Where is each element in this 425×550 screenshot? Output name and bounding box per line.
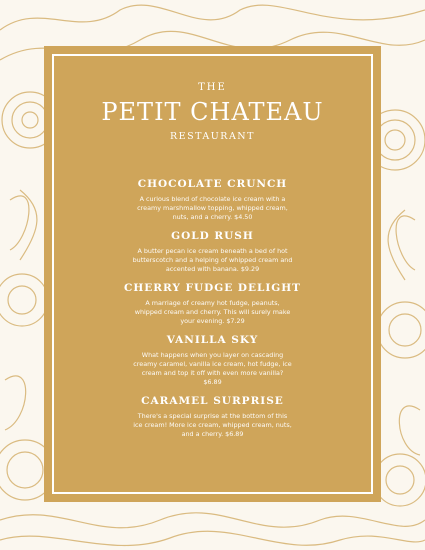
menu-item-name: CHERRY FUDGE DELIGHT xyxy=(123,282,301,294)
menu-item-name: GOLD RUSH xyxy=(171,230,254,242)
menu-item xyxy=(93,395,333,439)
menu-items-list xyxy=(44,178,381,447)
menu-header xyxy=(44,82,381,142)
menu-item-description: A marriage of creamy hot fudge, peanuts, whipped cream and cherry. This will surely make your evening. $7.29 xyxy=(134,299,291,325)
menu-item xyxy=(93,230,333,274)
menu-item-description: A butter pecan ice cream beneath a bed of hot butterscotch and a helping of whipped cream and accented with banana. $9.29 xyxy=(132,247,293,273)
menu-item-description: There's a special surprise at the bottom of this ice cream! More ice cream, whipped cream, nuts, and a cherry. $6.89 xyxy=(133,412,292,438)
menu-item-name: CARAMEL SURPRISE xyxy=(141,395,284,407)
menu-panel xyxy=(44,46,381,502)
menu-item-description: What happens when you layer on cascading creamy caramel, vanilla ice cream, hot fudge, ice cream and top it off with even more vanilla? $6.89 xyxy=(133,351,292,386)
menu-item-description: A curious blend of chocolate ice cream with a creamy marshmallow topping, whipped cream, nuts, and a cherry. $4.50 xyxy=(137,195,288,221)
restaurant-subtitle: RESTAURANT xyxy=(170,131,255,142)
menu-item xyxy=(93,178,333,222)
menu-item-name: VANILLA SKY xyxy=(166,334,259,346)
restaurant-title: PETIT CHATEAU xyxy=(101,98,324,126)
menu-item xyxy=(93,334,333,387)
restaurant-pretitle: THE xyxy=(198,82,227,93)
menu-item-name: CHOCOLATE CRUNCH xyxy=(137,178,288,190)
menu-item xyxy=(93,282,333,326)
